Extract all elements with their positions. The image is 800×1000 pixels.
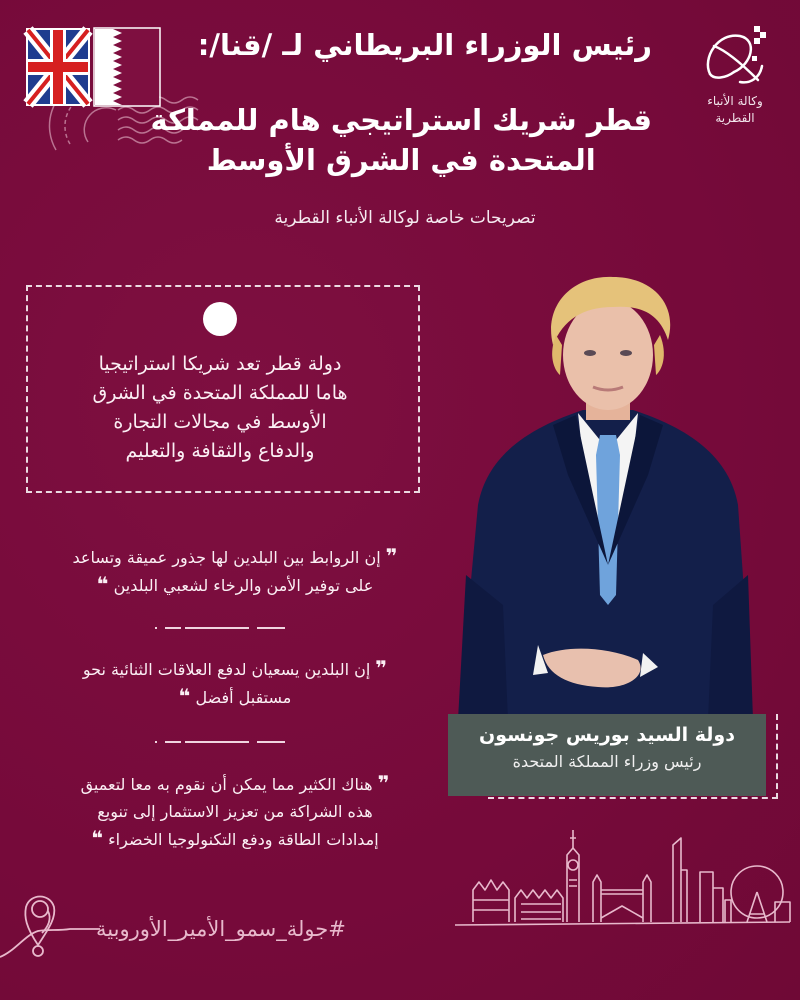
key-statement-text	[40, 350, 400, 466]
quote-line: إمدادات الطاقة ودفع التكنولوجيا الخضراء	[108, 830, 379, 849]
decorative-dot-icon	[203, 302, 237, 336]
headline-main	[150, 100, 652, 180]
qatar-flag	[94, 28, 160, 106]
quote-divider	[155, 741, 285, 743]
quote-line: إن الروابط بين البلدين لها جذور عميقة وتساعد	[72, 548, 381, 567]
quote-line: مستقبل أفضل	[195, 688, 292, 707]
headline-line1: رئيس الوزراء البريطاني لـ /قنا/:	[197, 28, 652, 62]
logo-text-line2: القطرية	[715, 111, 755, 125]
quote-2	[40, 655, 430, 711]
quote-1	[40, 543, 430, 599]
quote-3	[40, 770, 430, 853]
united-kingdom-flag	[26, 28, 90, 106]
qna-logo-icon	[700, 22, 770, 92]
close-quote-icon: ❝	[91, 826, 104, 850]
key-statement-line: هاما للمملكة المتحدة في الشرق	[92, 382, 348, 404]
london-skyline-illustration	[445, 820, 800, 930]
headline-line3: المتحدة في الشرق الأوسط	[206, 143, 596, 177]
quote-line: إن البلدين يسعيان لدفع العلاقات الثنائية نحو	[82, 660, 371, 679]
key-statement-line: والدفاع والثقافة والتعليم	[125, 440, 315, 462]
portrait-photo	[448, 275, 766, 720]
quote-line: هناك الكثير مما يمكن أن نقوم به معا لتعميق	[80, 775, 373, 794]
subtitle: تصريحات خاصة لوكالة الأنباء القطرية	[274, 208, 536, 228]
key-statement-line: دولة قطر تعد شريكا استراتيجيا	[98, 353, 342, 375]
person-caption	[448, 714, 766, 796]
quote-line: هذه الشراكة من تعزيز الاستثمار إلى تنويع	[97, 802, 373, 821]
person-name: دولة السيد بوريس جونسون	[479, 724, 735, 746]
quote-line: على توفير الأمن والرخاء لشعبي البلدين	[113, 576, 374, 595]
open-quote-icon: ❞	[385, 544, 398, 568]
key-statement-line: الأوسط في مجالات التجارة	[113, 411, 327, 433]
campaign-hashtag[interactable]: #جولة_سمو_الأمير_الأوروبية	[96, 917, 346, 941]
close-quote-icon: ❝	[96, 572, 109, 596]
close-quote-icon: ❝	[178, 684, 191, 708]
location-pin-icon	[0, 885, 110, 985]
qna-logo	[690, 22, 780, 130]
open-quote-icon: ❞	[377, 771, 390, 795]
person-role: رئيس وزراء المملكة المتحدة	[512, 752, 702, 771]
headline-line2: قطر شريك استراتيجي هام للمملكة	[150, 103, 652, 137]
open-quote-icon: ❞	[375, 656, 388, 680]
quote-divider	[155, 627, 285, 629]
logo-text-line1: وكالة الأنباء	[707, 94, 763, 108]
